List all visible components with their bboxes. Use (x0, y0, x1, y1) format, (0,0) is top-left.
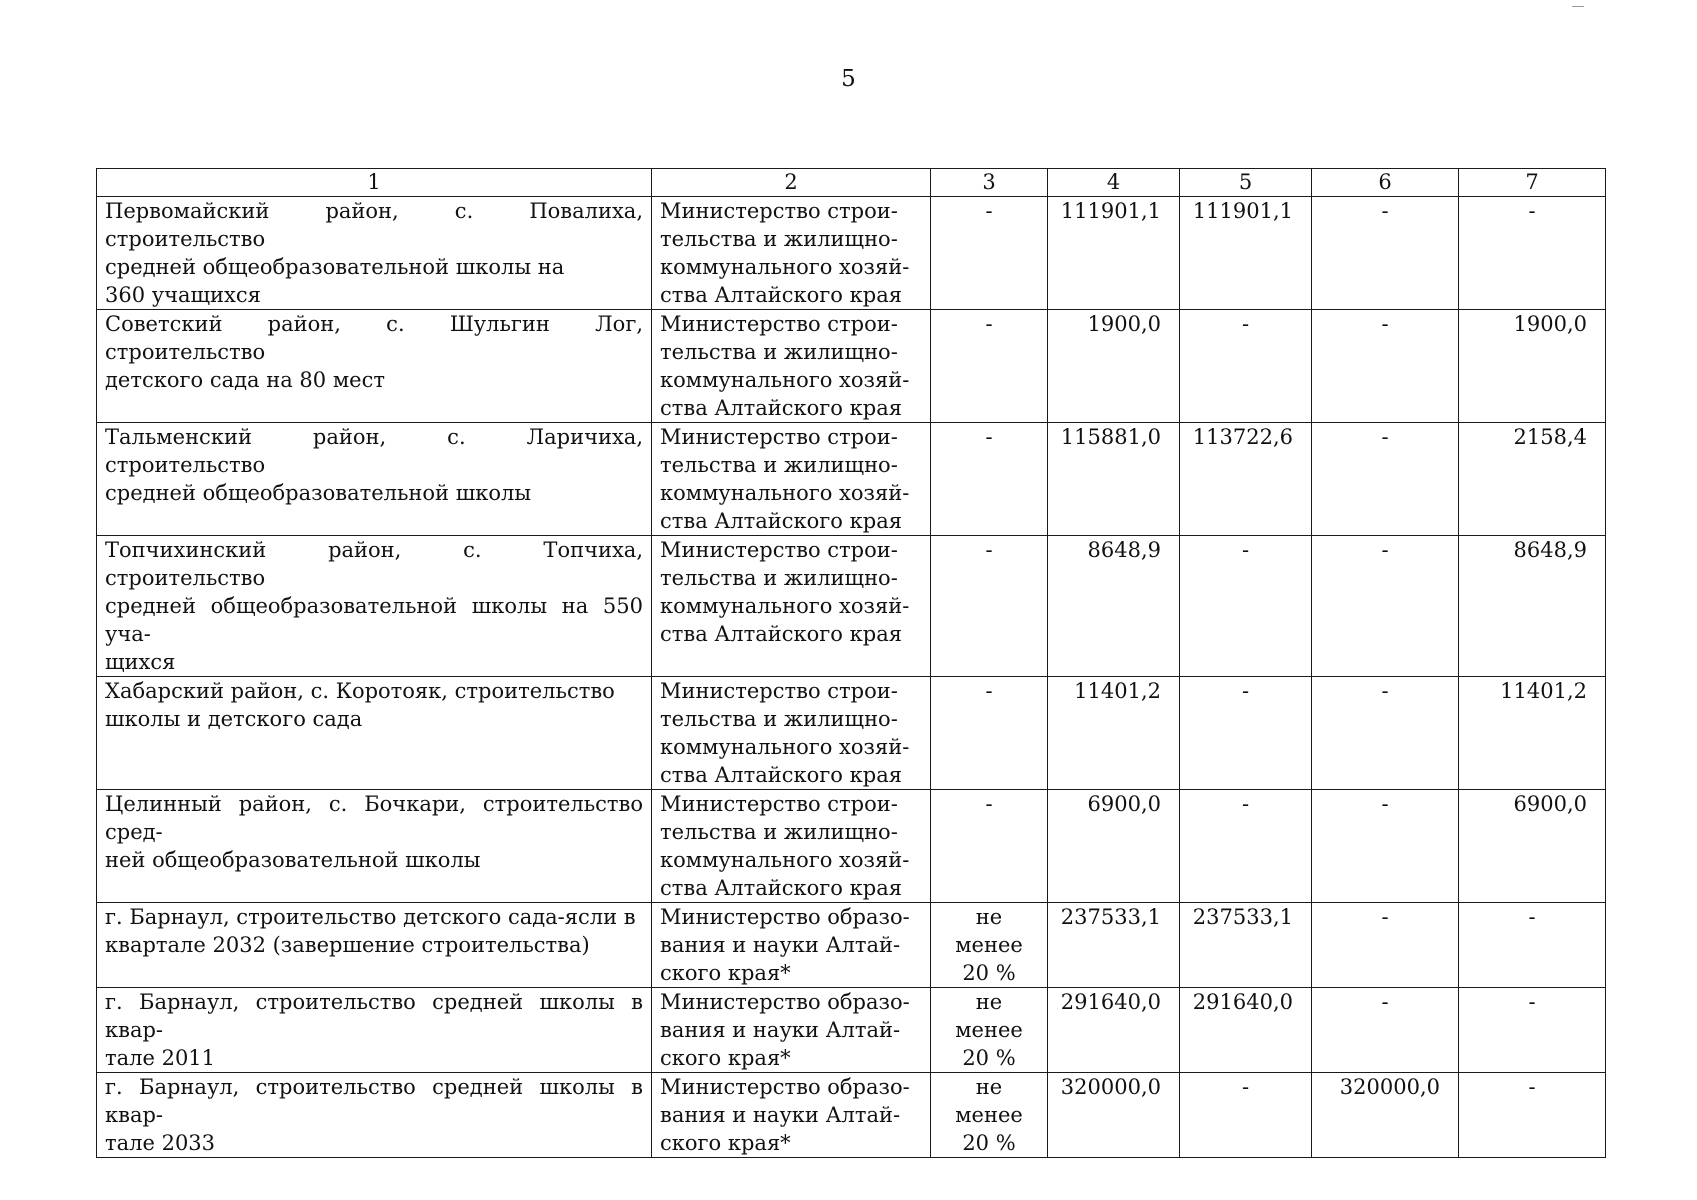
cofinancing-share-line: - (985, 312, 993, 336)
cofinancing-share (931, 536, 1048, 677)
object-description-line: Советский район, с. Шульгин Лог, строительство (105, 312, 643, 364)
total-amount: 320000,0 (1048, 1073, 1180, 1158)
responsible-body-line: ства Алтайского края (660, 396, 902, 420)
responsible-body-line: ства Алтайского края (660, 509, 902, 533)
amount-year-1: 111901,1 (1180, 197, 1312, 310)
cofinancing-share (931, 197, 1048, 310)
amount-year-1: 113722,6 (1180, 423, 1312, 536)
responsible-body-line: Министерство строи- (660, 199, 898, 223)
responsible-body-line: коммунального хозяй- (660, 481, 910, 505)
amount-year-3: 2158,4 (1459, 423, 1606, 536)
object-description-line: детского сада на 80 мест (105, 368, 385, 392)
object-description-line: тале 2033 (105, 1131, 216, 1155)
responsible-body (652, 536, 931, 677)
amount-year-3: 1900,0 (1459, 310, 1606, 423)
header-cell-5: 5 (1180, 169, 1312, 197)
responsible-body-line: вания и науки Алтай- (660, 933, 901, 957)
responsible-body-line: Министерство образо- (660, 905, 910, 929)
object-description-line: Целинный район, с. Бочкари, строительство сред- (105, 792, 643, 844)
cofinancing-share-line: - (985, 199, 993, 223)
responsible-body-line: тельства и жилищно- (660, 566, 898, 590)
object-description (97, 310, 652, 423)
object-description-line: средней общеобразовательной школы на 550 уча- (105, 594, 643, 646)
responsible-body-line: ства Алтайского края (660, 622, 902, 646)
total-amount: 291640,0 (1048, 988, 1180, 1073)
amount-year-1: 237533,1 (1180, 903, 1312, 988)
amount-year-2: - (1312, 310, 1459, 423)
responsible-body-line: тельства и жилищно- (660, 453, 898, 477)
amount-year-3: - (1459, 988, 1606, 1073)
total-amount: 1900,0 (1048, 310, 1180, 423)
amount-year-1: - (1180, 536, 1312, 677)
amount-year-1: - (1180, 310, 1312, 423)
amount-year-3: - (1459, 1073, 1606, 1158)
responsible-body-line: тельства и жилищно- (660, 340, 898, 364)
object-description (97, 903, 652, 988)
amount-year-2: - (1312, 423, 1459, 536)
object-description-line: ней общеобразовательной школы (105, 848, 481, 872)
table-row (97, 423, 1606, 536)
responsible-body (652, 988, 931, 1073)
cofinancing-share (931, 903, 1048, 988)
amount-year-3: 8648,9 (1459, 536, 1606, 677)
responsible-body (652, 1073, 931, 1158)
amount-year-3: - (1459, 903, 1606, 988)
table-row (97, 1073, 1606, 1158)
object-description (97, 988, 652, 1073)
amount-year-2: - (1312, 903, 1459, 988)
table-row (97, 536, 1606, 677)
cofinancing-share-line: не менее (955, 905, 1023, 957)
cofinancing-share (931, 677, 1048, 790)
responsible-body-line: Министерство образо- (660, 1075, 910, 1099)
table-body (97, 169, 1606, 1158)
table-row (97, 310, 1606, 423)
cofinancing-share-line: - (985, 538, 993, 562)
object-description-line: Топчихинский район, с. Топчиха, строительство (105, 538, 643, 590)
object-description-line: средней общеобразовательной школы (105, 481, 532, 505)
cofinancing-share-line: не менее (955, 990, 1023, 1042)
responsible-body-line: ства Алтайского края (660, 283, 902, 307)
amount-year-3: - (1459, 197, 1606, 310)
cofinancing-share (931, 988, 1048, 1073)
amount-year-3: 11401,2 (1459, 677, 1606, 790)
cofinancing-share (931, 423, 1048, 536)
object-description (97, 677, 652, 790)
amount-year-2: 320000,0 (1312, 1073, 1459, 1158)
object-description-line: Первомайский район, с. Повалиха, строительство (105, 199, 643, 251)
cofinancing-share-line: - (985, 792, 993, 816)
amount-year-3: 6900,0 (1459, 790, 1606, 903)
responsible-body (652, 423, 931, 536)
object-description-line: г. Барнаул, строительство средней школы в квар- (105, 1075, 643, 1127)
responsible-body-line: ского края* (660, 1046, 791, 1070)
object-description (97, 536, 652, 677)
amount-year-2: - (1312, 536, 1459, 677)
corner-mark (1572, 6, 1584, 7)
cofinancing-share-line: не менее (955, 1075, 1023, 1127)
object-description-line: 360 учащихся (105, 283, 261, 307)
object-description-line: Хабарский район, с. Коротояк, строительство (105, 679, 615, 703)
header-cell-3: 3 (931, 169, 1048, 197)
cofinancing-share (931, 790, 1048, 903)
responsible-body (652, 903, 931, 988)
object-description (97, 790, 652, 903)
object-description (97, 423, 652, 536)
amount-year-1: - (1180, 790, 1312, 903)
responsible-body-line: коммунального хозяй- (660, 735, 910, 759)
responsible-body-line: вания и науки Алтай- (660, 1103, 901, 1127)
cofinancing-share (931, 1073, 1048, 1158)
responsible-body-line: Министерство строи- (660, 425, 898, 449)
object-description (97, 1073, 652, 1158)
responsible-body-line: тельства и жилищно- (660, 820, 898, 844)
total-amount: 11401,2 (1048, 677, 1180, 790)
responsible-body-line: Министерство строи- (660, 312, 898, 336)
cofinancing-share (931, 310, 1048, 423)
table-row (97, 677, 1606, 790)
table-header-row (97, 169, 1606, 197)
total-amount: 237533,1 (1048, 903, 1180, 988)
table-row (97, 988, 1606, 1073)
header-cell-4: 4 (1048, 169, 1180, 197)
table-row (97, 197, 1606, 310)
object-description (97, 197, 652, 310)
amount-year-2: - (1312, 790, 1459, 903)
object-description-line: тале 2011 (105, 1046, 216, 1070)
responsible-body-line: коммунального хозяй- (660, 368, 910, 392)
responsible-body-line: тельства и жилищно- (660, 707, 898, 731)
total-amount: 115881,0 (1048, 423, 1180, 536)
amount-year-1: - (1180, 677, 1312, 790)
header-cell-2: 2 (652, 169, 931, 197)
table-row (97, 903, 1606, 988)
responsible-body-line: тельства и жилищно- (660, 227, 898, 251)
object-description-line: средней общеобразовательной школы на (105, 255, 565, 279)
object-description-line: Тальменский район, с. Ларичиха, строительство (105, 425, 643, 477)
total-amount: 6900,0 (1048, 790, 1180, 903)
responsible-body-line: Министерство строи- (660, 792, 898, 816)
program-table (96, 168, 1606, 1158)
responsible-body-line: вания и науки Алтай- (660, 1018, 901, 1042)
responsible-body-line: Министерство строи- (660, 538, 898, 562)
amount-year-1: 291640,0 (1180, 988, 1312, 1073)
cofinancing-share-line: 20 % (962, 1046, 1016, 1070)
amount-year-1: - (1180, 1073, 1312, 1158)
object-description-line: квартале 2032 (завершение строительства) (105, 933, 590, 957)
cofinancing-share-line: - (985, 425, 993, 449)
object-description-line: г. Барнаул, строительство средней школы в квар- (105, 990, 643, 1042)
responsible-body (652, 197, 931, 310)
total-amount: 111901,1 (1048, 197, 1180, 310)
cofinancing-share-line: - (985, 679, 993, 703)
responsible-body-line: ского края* (660, 961, 791, 985)
amount-year-2: - (1312, 988, 1459, 1073)
header-cell-7: 7 (1459, 169, 1606, 197)
table-row (97, 790, 1606, 903)
object-description-line: г. Барнаул, строительство детского сада-ясли в (105, 905, 636, 929)
object-description-line: школы и детского сада (105, 707, 363, 731)
responsible-body-line: ского края* (660, 1131, 791, 1155)
header-cell-1: 1 (97, 169, 652, 197)
responsible-body (652, 677, 931, 790)
page-number: 5 (841, 66, 856, 92)
responsible-body-line: ства Алтайского края (660, 876, 902, 900)
object-description-line: щихся (105, 650, 176, 674)
responsible-body-line: Министерство образо- (660, 990, 910, 1014)
responsible-body-line: коммунального хозяй- (660, 848, 910, 872)
responsible-body-line: ства Алтайского края (660, 763, 902, 787)
amount-year-2: - (1312, 197, 1459, 310)
responsible-body (652, 790, 931, 903)
responsible-body-line: Министерство строи- (660, 679, 898, 703)
cofinancing-share-line: 20 % (962, 961, 1016, 985)
responsible-body (652, 310, 931, 423)
amount-year-2: - (1312, 677, 1459, 790)
responsible-body-line: коммунального хозяй- (660, 594, 910, 618)
total-amount: 8648,9 (1048, 536, 1180, 677)
cofinancing-share-line: 20 % (962, 1131, 1016, 1155)
header-cell-6: 6 (1312, 169, 1459, 197)
responsible-body-line: коммунального хозяй- (660, 255, 910, 279)
